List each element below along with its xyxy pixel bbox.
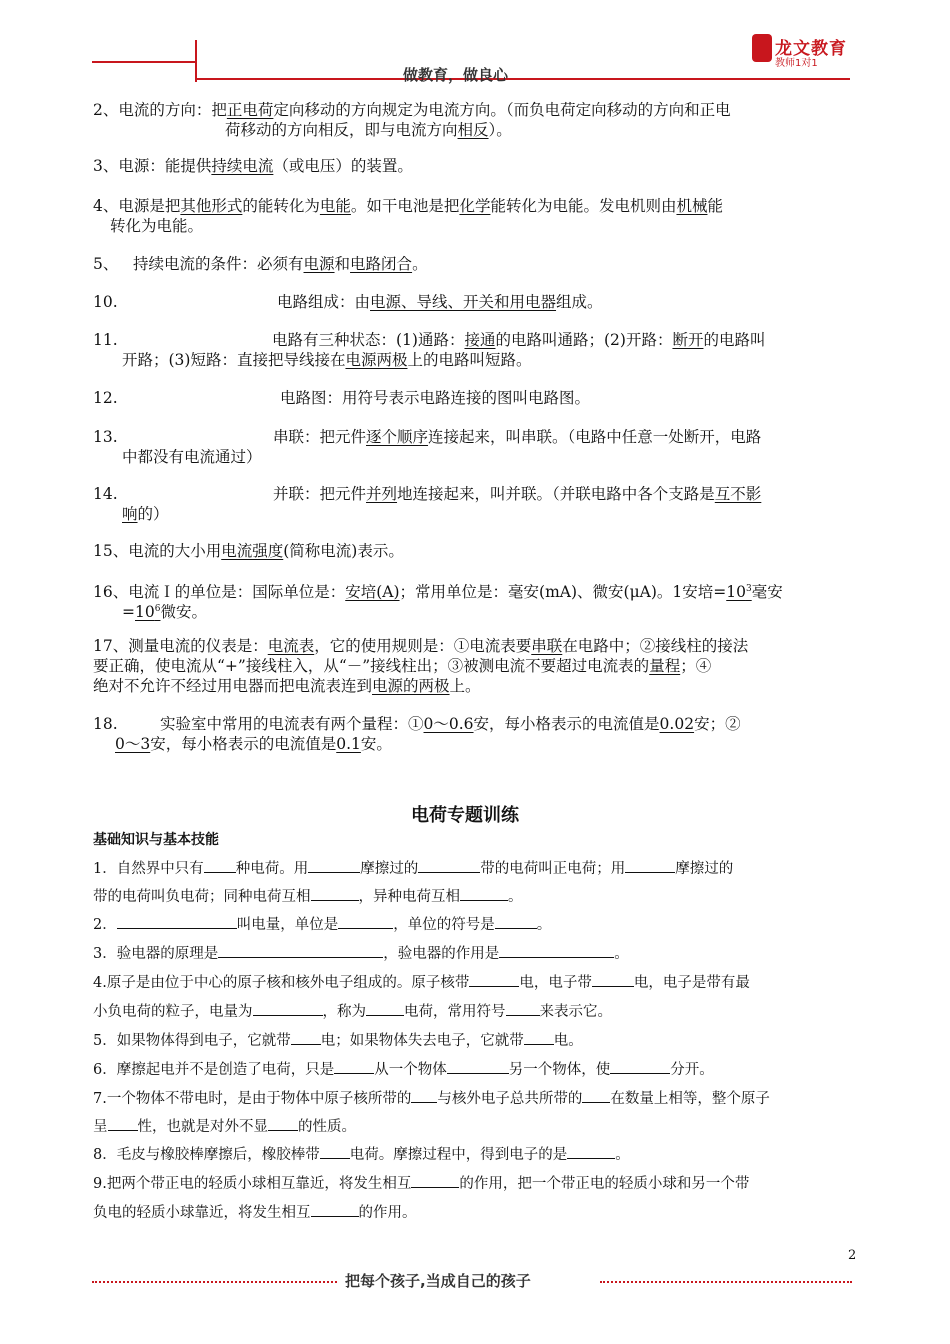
- note-14-line1: 并联：把元件并列地连接起来，叫并联。（并联电路中各个支路是互不影: [273, 485, 762, 503]
- question-8: 8．毛皮与橡胶棒摩擦后，橡胶棒带 电荷。摩擦过程中，得到电子的是 。: [93, 1143, 630, 1165]
- question-4-line2: 小负电荷的粒子，电量为 ，称为 电荷，常用符号 来表示它。: [93, 1000, 612, 1022]
- note-10-text: 电路组成：由电源、导线、开关和用电器组成。: [277, 293, 603, 311]
- question-1-line2: 带的电荷叫负电荷；同种电荷互相 ，异种电荷互相 。: [93, 885, 523, 907]
- note-13-line1: 串联：把元件逐个顺序连接起来，叫串联。（电路中任意一处断开，电路: [273, 428, 762, 446]
- note-10-number: 10.: [93, 293, 118, 311]
- note-18-number: 18.: [93, 715, 118, 733]
- exercise-title: 电荷专题训练: [411, 805, 519, 826]
- note-11-line1: 电路有三种状态：(1)通路：接通的电路叫通路；(2)开路：断开的电路叫: [272, 331, 766, 349]
- note-3: 3、电源：能提供持续电流（或电压）的装置。: [93, 157, 413, 175]
- header-vertical-bar: [195, 40, 197, 82]
- note-2-line2: 荷移动的方向相反，即与电流方向相反）。: [225, 121, 512, 139]
- logo-subtitle: 教师1对1: [775, 58, 818, 69]
- note-11-line2: 开路；(3)短路：直接把导线接在电源两极上的电路叫短路。: [122, 351, 532, 369]
- note-4-line2: 转化为电能。: [110, 217, 204, 235]
- note-14-line2: 响的）: [122, 505, 169, 523]
- question-7-line1: 7.一个物体不带电时，是由于物体中原子核所带的 与核外电子总共所带的 在数量上相等，整个原子: [93, 1087, 770, 1109]
- exercise-subtitle: 基础知识与基本技能: [93, 832, 219, 848]
- note-5: 5、: [93, 255, 119, 273]
- note-18-line1: 实验室中常用的电流表有两个量程：①0～0.6安，每小格表示的电流值是0.02安；②: [160, 715, 741, 733]
- note-17-line2: 要正确，使电流从“+”接线柱入，从“－”接线柱出；③被测电流不要超过电流表的量程；④: [93, 657, 712, 675]
- logo-icon: [752, 34, 772, 62]
- header-right-rule: [197, 78, 850, 80]
- footer-slogan: 把每个孩子,当成自己的孩子: [345, 1272, 531, 1290]
- note-13-number: 13.: [93, 428, 118, 446]
- question-7-line2: 呈 性，也就是对外不显 的性质。: [93, 1115, 356, 1137]
- question-1-line1: 1．自然界中只有 种电荷。用 摩擦过的 带的电荷叫正电荷；用 摩擦过的: [93, 857, 733, 879]
- note-15: 15、电流的大小用电流强度(简称电流)表示。: [93, 542, 404, 560]
- note-17-line1: 17、测量电流的仪表是：电流表，它的使用规则是：①电流表要串联在电路中；②接线柱的接法: [93, 637, 749, 655]
- note-16-line2: $=10^6$微安。: [122, 603, 207, 622]
- note-13-line2: 中都没有电流通过）: [122, 448, 262, 466]
- note-5-text: 持续电流的条件：必须有电源和电路闭合。: [133, 255, 428, 273]
- note-12-text: 电路图：用符号表示电路连接的图叫电路图。: [280, 389, 591, 407]
- question-9-line1: 9.把两个带正电的轻质小球相互靠近，将发生相互 的作用，把一个带正电的轻质小球和另一个带: [93, 1172, 749, 1194]
- question-4-line1: 4.原子是由位于中心的原子核和核外电子组成的。原子核带 电，电子带 电，电子是带有最: [93, 971, 750, 993]
- footer-dotted-right: [600, 1281, 852, 1283]
- question-3: 3．验电器的原理是 ，验电器的作用是 。: [93, 942, 629, 964]
- note-18-line2: 0～3安，每小格表示的电流值是0.1安。: [115, 735, 392, 753]
- note-12-number: 12.: [93, 389, 118, 407]
- question-9-line2: 负电的轻质小球靠近，将发生相互 的作用。: [93, 1201, 417, 1223]
- footer-dotted-left: [92, 1281, 337, 1283]
- question-5: 5．如果物体得到电子，它就带 电；如果物体失去电子，它就带 电。: [93, 1029, 583, 1051]
- page-number: 2: [848, 1248, 857, 1263]
- note-4-line1: 4、电源是把其他形式的能转化为电能。如干电池是把化学能转化为电能。发电机则由机械能: [93, 197, 723, 215]
- note-11-number: 11.: [93, 331, 118, 349]
- question-6: 6．摩擦起电并不是创造了电荷，只是 从一个物体 另一个物体，使 分开。: [93, 1058, 714, 1080]
- note-14-number: 14.: [93, 485, 118, 503]
- note-2-line1: 2、电流的方向：把正电荷定向移动的方向规定为电流方向。（而负电荷定向移动的方向和正电: [93, 101, 731, 119]
- note-17-line3: 绝对不允许不经过用电器而把电流表连到电源的两极上。: [93, 677, 481, 695]
- logo-name: 龙文教育: [775, 39, 847, 59]
- question-2: 2． 叫电量，单位是 ，单位的符号是 。: [93, 913, 551, 935]
- note-16-line1: 16、电流Ｉ的单位是：国际单位是：安培(A)；常用单位是：毫安(mA)、微安(μA)。1安培$=10^3$毫安: [93, 583, 783, 602]
- header-slogan: 做教育，做良心: [403, 66, 509, 84]
- header-left-rule: [92, 61, 195, 63]
